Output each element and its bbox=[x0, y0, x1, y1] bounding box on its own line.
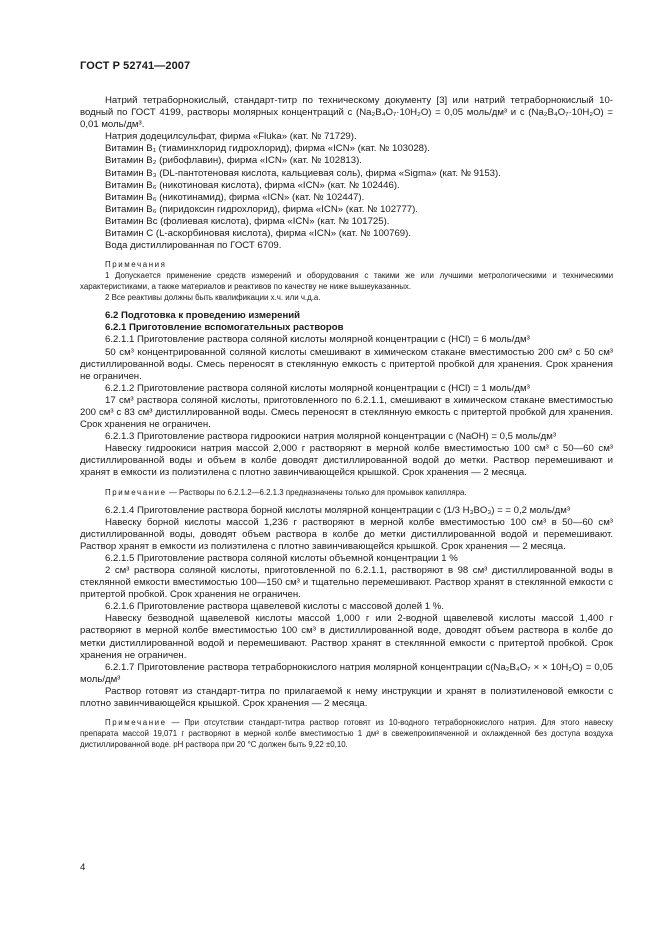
reagent-borax: Натрий тетраборнокислый, стандарт-титр по техническому документу [3] или натрий тетраборнокислый 10-водный по ГОСТ 4199, растворы молярных концентраций c (Na₂B₄O₇·10H₂O) = 0,05 моль/дм³ и c (Na₂B₄O₇·10H₂O) = 0,01 моль/дм³. bbox=[80, 95, 613, 131]
clause-6-2-1-3-title: 6.2.1.3 Приготовление раствора гидроокиси натрия молярной концентрации c (NaOH) = 0,5 моль/дм³ bbox=[105, 431, 557, 443]
reagent-water: Вода дистиллированная по ГОСТ 6709. bbox=[105, 240, 282, 252]
document-header: ГОСТ Р 52741—2007 bbox=[80, 60, 191, 72]
clause-6-2-1-6-text: Навеску безводной щавелевой кислоты массой 1,000 г или 2-водной щавелевой кислоты массой 1,400 г растворяют в мерной колбе вместимостью 100 см³ в дистиллированной воде, доводят объем раствора в колбе до метки дистиллированной водой и перемешивают. Раствор хранят в стеклянной емкости с притертой пробкой. Срок хранения не ограничен. bbox=[80, 613, 613, 661]
clause-6-2-1-2-title: 6.2.1.2 Приготовление раствора соляной кислоты молярной концентрации c (HCl) = 1 моль/дм³ bbox=[105, 382, 530, 394]
note-washing-text: — Растворы по 6.2.1.2—6.2.1.3 предназначены только для промывок капилляра. bbox=[166, 487, 467, 497]
reagent-vitamin-b6-amide: Витамин B₆ (никотинамид), фирма «ICN» (кат. № 102447). bbox=[105, 191, 365, 203]
section-heading-6-2-1: 6.2.1 Приготовление вспомогательных растворов bbox=[105, 322, 344, 334]
reagent-vitamin-b2: Витамин B₂ (рибофлавин), фирма «ICN» (кат. № 102813). bbox=[105, 155, 362, 167]
note-borax-label: Примечание bbox=[105, 718, 167, 728]
clause-6-2-1-7-title: 6.2.1.7 Приготовление раствора тетраборнокислого натрия молярной концентрации c(Na₂B₄O₇ × × 10H₂O) = 0,05 моль/дм³ bbox=[80, 661, 613, 685]
reagent-vitamin-b1: Витамин B₁ (тиаминхлорид гидрохлорид), фирма «ICN» (кат. № 103028). bbox=[105, 143, 430, 155]
clause-6-2-1-4-title: 6.2.1.4 Приготовление раствора борной кислоты молярной концентрации c (1/3 H₃BO₃) = = 0,2 моль/дм³ bbox=[105, 504, 571, 516]
reagent-vitamin-b6-acid: Витамин B₆ (никотиновая кислота), фирма «ICN» (кат. № 102446). bbox=[105, 179, 400, 191]
note-1: 1 Допускается применение средств измерений и оборудования с такими же или лучшими метрологическими и техническими характеристиками, а также материалов и реактивов по качеству не ниже вышеуказанных. bbox=[80, 271, 613, 292]
section-heading-6-2: 6.2 Подготовка к проведению измерений bbox=[105, 310, 301, 322]
clause-6-2-1-1-text: 50 см³ концентрированной соляной кислоты смешивают в химическом стакане вместимостью 200 см³ с 50 см³ дистиллированной воды. Смесь переносят в стеклянную емкость с притертой пробкой для хранения. Срок хранения не ограничен. bbox=[80, 346, 613, 382]
note-borax-text: — При отсутствии стандарт-титра раствор готовят из 10-водного тетраборнокислого натрия. Для этого навеску препарата массой 19,071 г растворяют в мерной колбе вместимостью 1 дм³ в свежепрокипяченной и охлажденной без доступа воздуха дистиллированной воде. pH раствора при 20 °С должен быть 9,22 ±0,10. bbox=[80, 718, 613, 750]
page-number: 4 bbox=[80, 862, 86, 873]
clause-6-2-1-3-text: Навеску гидроокиси натрия массой 2,000 г растворяют в мерной колбе вместимостью 100 см³ с 50—60 см³ дистиллированной воды и объем в колбе доводят дистиллированной водой до метки. Раствор перемешивают и хранят в емкости из полиэтилена с плотно завинчивающейся крышкой. Срок хранения — 2 месяца. bbox=[80, 443, 613, 479]
reagent-vitamin-b6-pyridoxine: Витамин B₆ (пиридоксин гидрохлорид), фирма «ICN» (кат. № 102777). bbox=[105, 203, 418, 215]
reagent-vitamin-c: Витамин С (L-аскорбиновая кислота), фирма «ICN» (кат. № 100769). bbox=[105, 228, 411, 240]
clause-6-2-1-2-text: 17 см³ раствора соляной кислоты, приготовленного по 6.2.1.1, смешивают в химическом стакане вместимостью 200 см³ с 83 см³ дистиллированной воды. Смесь переносят в стеклянную емкость с притертой пробкой для хранения. Срок хранения не ограничен. bbox=[80, 394, 613, 431]
clause-6-2-1-1-title: 6.2.1.1 Приготовление раствора соляной кислоты молярной концентрации c (HCl) = 6 моль/дм³ bbox=[105, 334, 530, 346]
reagent-sds: Натрия додецилсульфат, фирма «Fluka» (кат. № 71729). bbox=[105, 131, 357, 143]
clause-6-2-1-6-title: 6.2.1.6 Приготовление раствора щавелевой кислоты с массовой долей 1 %. bbox=[105, 601, 444, 613]
note-borax bbox=[80, 717, 613, 750]
clause-6-2-1-5-text: 2 см³ раствора соляной кислоты, приготовленной по 6.2.1.1, растворяют в 98 см³ дистиллированной воды в стеклянной емкости вместимостью 100—150 см³ и тщательно перемешивают. Раствор хранят в стеклянной емкости с притертой пробкой. Срок хранения не ограничен. bbox=[80, 565, 613, 601]
reagent-vitamin-bc: Витамин Bс (фолиевая кислота), фирма «ICN» (кат. № 101725). bbox=[105, 215, 390, 227]
reagent-vitamin-b3: Витамин B₃ (DL-пантотеновая кислота, кальциевая соль), фирма «Sigma» (кат. № 9153). bbox=[105, 167, 501, 179]
clause-6-2-1-7-text: Раствор готовят из стандарт-титра по прилагаемой к нему инструкции и хранят в полиэтиленовой емкости с плотно завинчивающейся крышкой. Срок хранения — 2 месяца. bbox=[80, 685, 613, 710]
note-2: 2 Все реактивы должны быть квалификации х.ч. или ч.д.а. bbox=[105, 293, 321, 303]
document-body bbox=[80, 95, 613, 750]
note-washing bbox=[80, 487, 613, 498]
notes-label: Примечания bbox=[105, 260, 167, 270]
clause-6-2-1-4-text: Навеску борной кислоты массой 1,236 г растворяют в мерной колбе вместимостью 100 см³ в 50—60 см³ дистиллированной воды, доводят объем раствора в колбе до метки дистиллированной водой и перемешивают. Раствор хранят в емкости из полиэтилена с плотно завинчивающейся крышкой. Срок хранения — 2 месяца. bbox=[80, 516, 613, 552]
note-washing-label: Примечание bbox=[105, 487, 167, 497]
clause-6-2-1-5-title: 6.2.1.5 Приготовление раствора соляной кислоты объемной концентрации 1 % bbox=[105, 552, 458, 564]
